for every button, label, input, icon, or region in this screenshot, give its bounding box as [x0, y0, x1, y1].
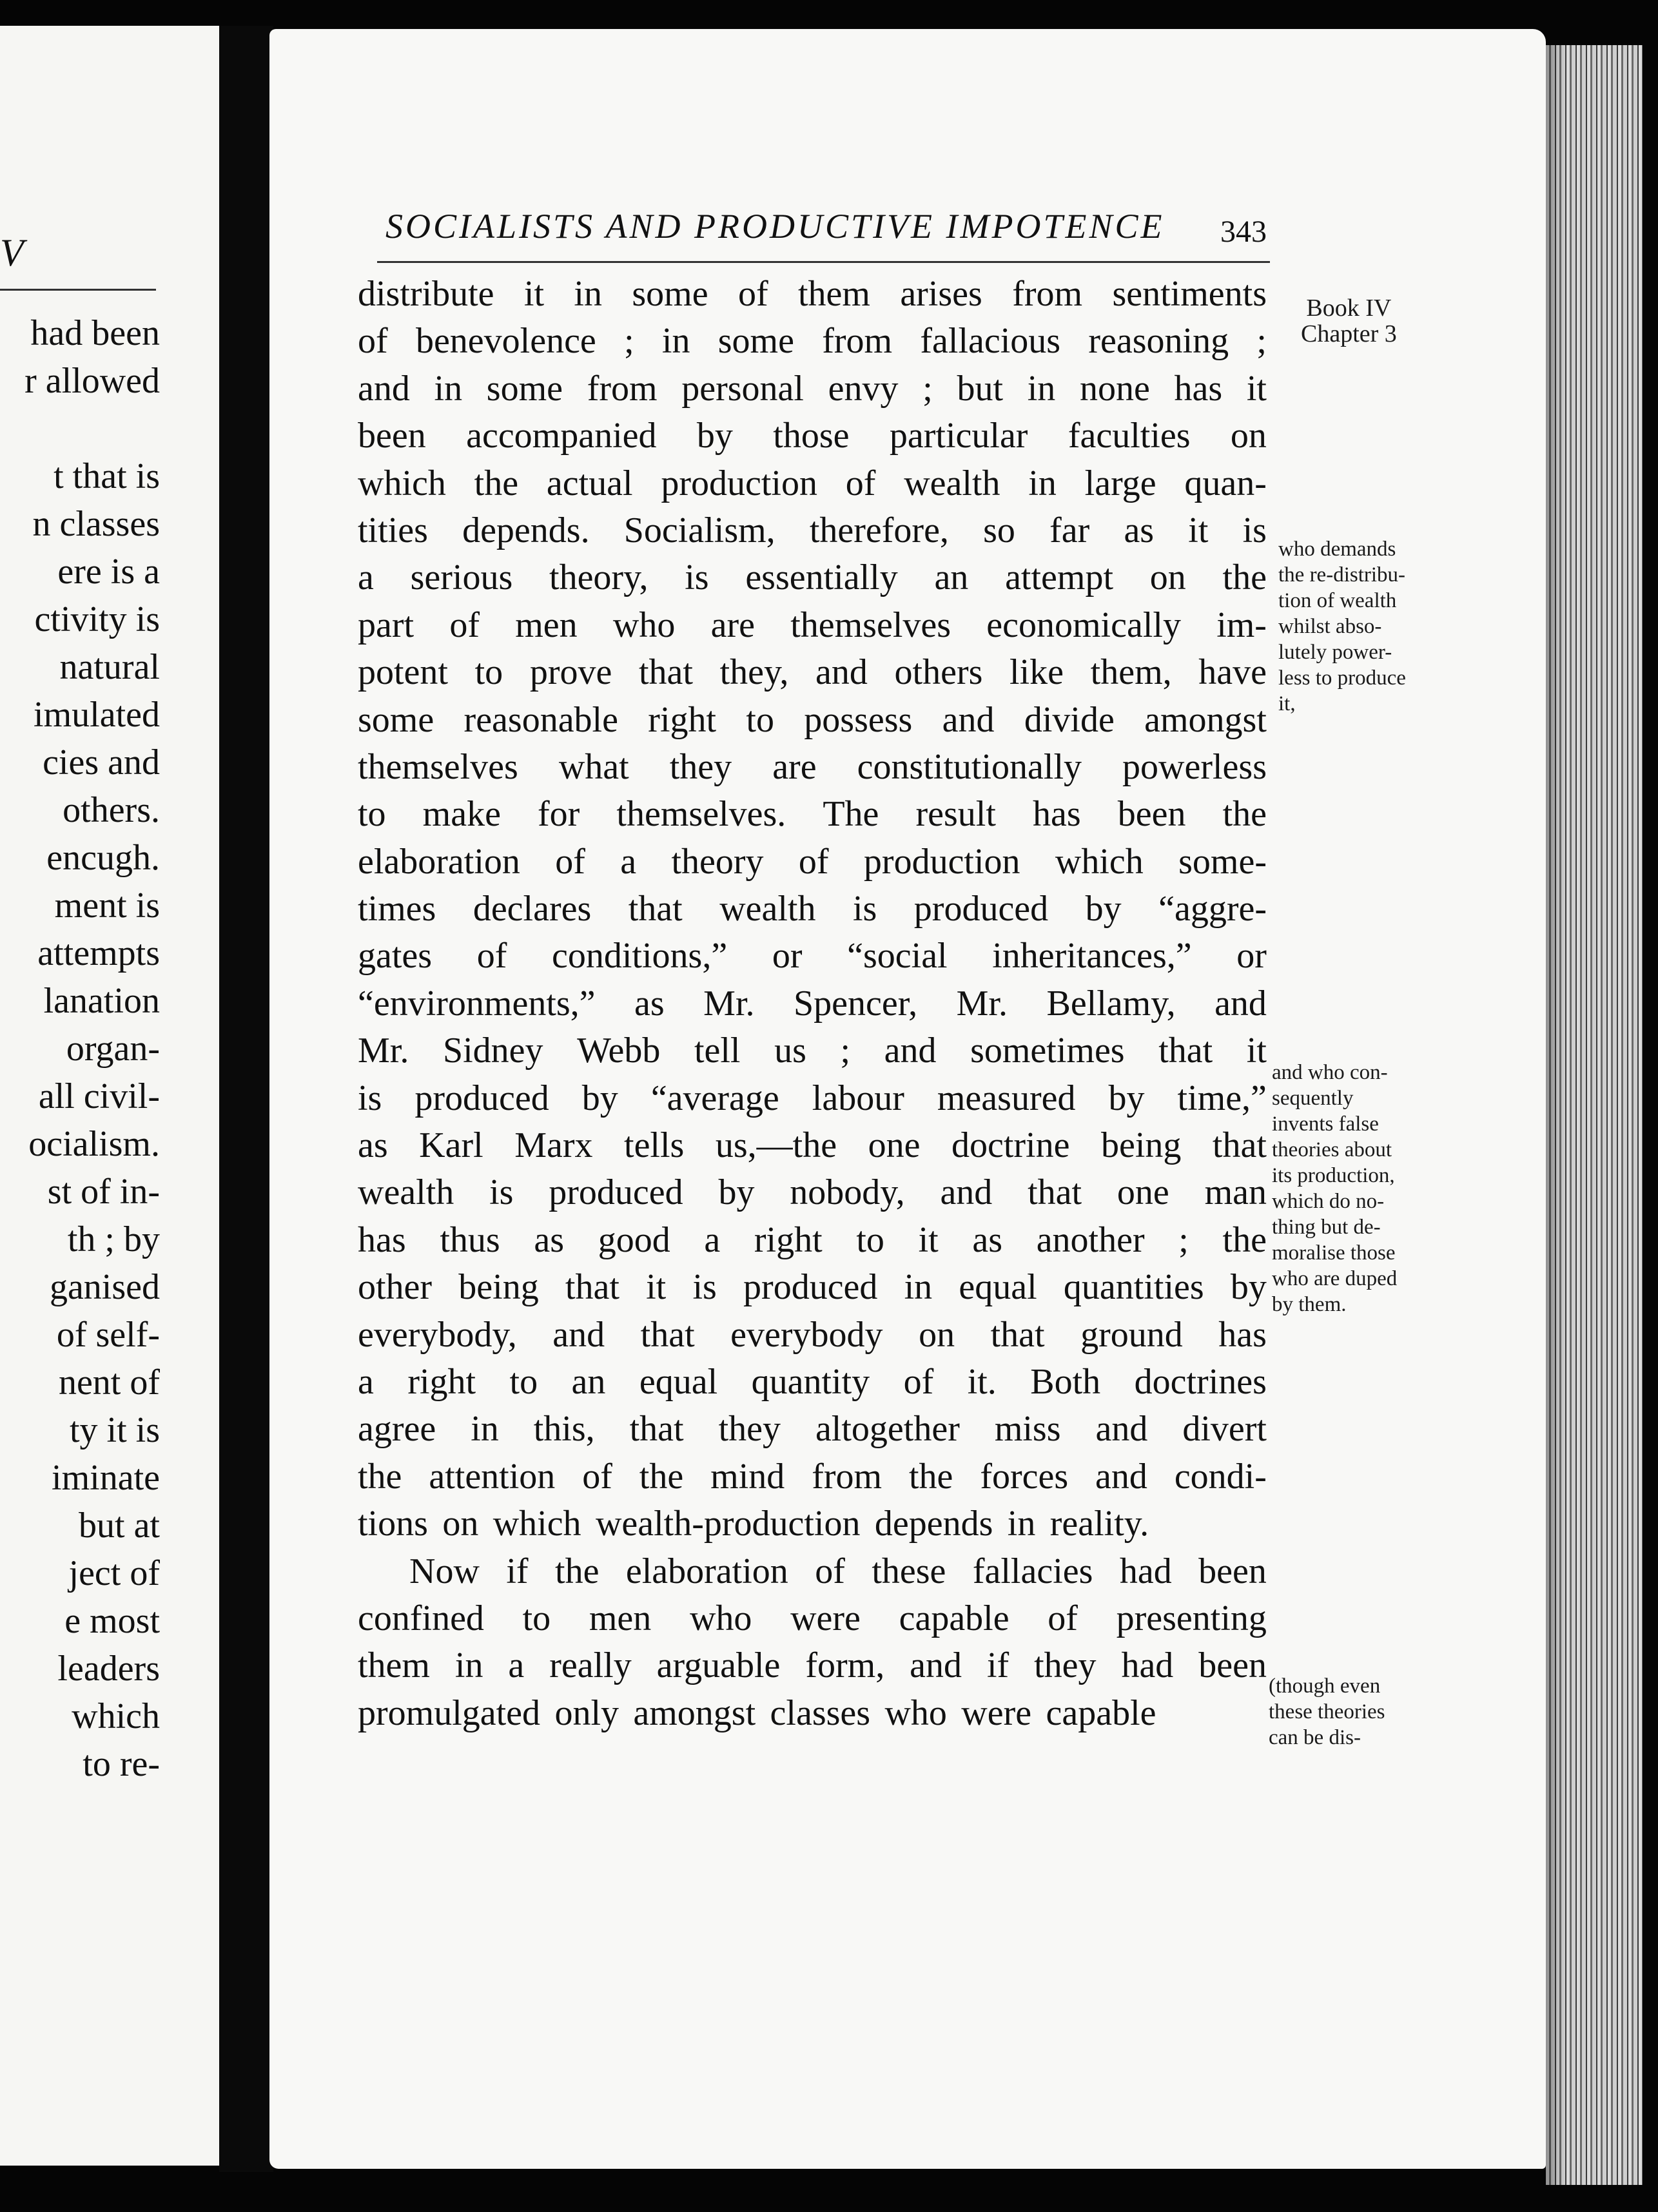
- left-page-header-fragment: V: [0, 231, 24, 274]
- page-number: 343: [1220, 215, 1267, 249]
- left-page-line: r allowed: [24, 361, 160, 401]
- left-page-line: ctivity is: [34, 599, 160, 639]
- margin-note-line: can be dis-: [1269, 1726, 1361, 1749]
- left-page-line: ganised: [49, 1267, 160, 1307]
- body-line: potent to prove that they, and others like them, have: [358, 652, 1267, 693]
- book-gutter: [219, 26, 273, 2172]
- left-page-line: t that is: [54, 456, 160, 496]
- body-line: been accompanied by those particular faculties on: [358, 416, 1267, 456]
- left-page-line: ty it is: [69, 1410, 160, 1450]
- body-line: tities depends. Socialism, therefore, so far as it is: [358, 510, 1267, 550]
- left-page-line: to re-: [83, 1744, 160, 1784]
- body-line: some reasonable right to possess and divide amongst: [358, 699, 1267, 740]
- body-line: a serious theory, is essentially an attempt on the: [358, 558, 1267, 598]
- left-page-line: st of in-: [47, 1172, 160, 1212]
- body-line: elaboration of a theory of production which some-: [358, 841, 1267, 882]
- page-edges-shadow: [1546, 45, 1565, 2185]
- left-page-text: [0, 309, 160, 1788]
- margin-note-line: lutely power-: [1278, 641, 1392, 664]
- body-line: tions on which wealth-production depends in reality.: [358, 1504, 1149, 1544]
- margin-note-line: moralise those: [1272, 1241, 1396, 1265]
- body-line: Mr. Sidney Webb tell us ; and sometimes that it: [358, 1031, 1267, 1071]
- margin-note-line: by them.: [1272, 1293, 1347, 1316]
- margin-note-line: who demands: [1278, 538, 1396, 561]
- body-line: has thus as good a right to it as another ; the: [358, 1219, 1267, 1260]
- left-page-line: lanation: [43, 981, 160, 1021]
- left-page-line: all civil-: [38, 1076, 160, 1116]
- margin-note-line: theories about: [1272, 1138, 1392, 1161]
- body-line: to make for themselves. The result has been the: [358, 794, 1267, 835]
- body-line: wealth is produced by nobody, and that one man: [358, 1172, 1267, 1213]
- running-head: SOCIALISTS AND PRODUCTIVE IMPOTENCE: [385, 207, 1165, 246]
- margin-note-line: and who con-: [1272, 1061, 1388, 1084]
- margin-note-line: who are duped: [1272, 1267, 1398, 1290]
- body-line: of benevolence ; in some from fallacious reasoning ;: [358, 321, 1267, 362]
- margin-note-line: it,: [1278, 692, 1296, 715]
- left-page-line: nent of: [58, 1363, 160, 1402]
- body-line: which the actual production of wealth in large quan-: [358, 463, 1267, 503]
- body-line: everybody, and that everybody on that ground has: [358, 1314, 1267, 1355]
- body-line: as Karl Marx tells us,—the one doctrine being that: [358, 1125, 1267, 1166]
- body-line: times declares that wealth is produced by “aggre-: [358, 889, 1267, 929]
- body-text: [358, 271, 1267, 1737]
- margin-note-line: tion of wealth: [1278, 589, 1397, 612]
- body-line: is produced by “average labour measured by time,”: [358, 1078, 1267, 1118]
- body-line: them in a really arguable form, and if they had been: [358, 1645, 1267, 1686]
- left-page-line: ment is: [54, 886, 160, 926]
- body-line: the attention of the mind from the forces and condi-: [358, 1456, 1267, 1497]
- left-page-line: ject of: [68, 1553, 160, 1593]
- left-page-line: which: [72, 1696, 160, 1736]
- body-line: agree in this, that they altogether miss and divert: [358, 1409, 1267, 1450]
- left-page-line: leaders: [57, 1649, 160, 1689]
- header-rule: [377, 261, 1270, 263]
- body-line: and in some from personal envy ; but in none has it: [358, 368, 1267, 409]
- margin-note-line: thing but de-: [1272, 1216, 1381, 1239]
- body-line: distribute it in some of them arises from sentiments: [358, 274, 1267, 314]
- body-line: Now if the elaboration of these fallacies had been: [409, 1551, 1267, 1591]
- body-line: “environments,” as Mr. Spencer, Mr. Bellamy, and: [358, 983, 1267, 1024]
- left-page-line: [0, 405, 160, 452]
- body-line: a right to an equal quantity of it. Both doctrines: [358, 1361, 1267, 1402]
- margin-note-line: whilst abso-: [1278, 615, 1382, 638]
- margin-note-line: (though even: [1269, 1674, 1381, 1698]
- left-page-line: attempts: [37, 933, 160, 973]
- margin-note-line: less to produce: [1278, 666, 1406, 690]
- left-page-line: iminate: [52, 1458, 160, 1498]
- left-page-line: natural: [59, 647, 160, 687]
- margin-note-line: its production,: [1272, 1164, 1395, 1187]
- left-page-line: organ-: [66, 1029, 160, 1069]
- left-page-line: th ; by: [67, 1219, 160, 1259]
- left-page-line: ocialism.: [28, 1124, 160, 1164]
- left-page-line: but at: [79, 1506, 160, 1546]
- left-page-line: had been: [30, 313, 160, 353]
- left-page-line: cies and: [43, 742, 160, 782]
- left-page-line: others.: [63, 790, 160, 830]
- left-page-line: of self-: [56, 1315, 160, 1355]
- margin-book-chapter: [1301, 295, 1397, 347]
- left-page-line: encugh.: [46, 838, 160, 878]
- left-page-line: n classes: [32, 504, 160, 544]
- left-page-line: imulated: [34, 695, 160, 735]
- margin-note-though: [1269, 1673, 1385, 1751]
- margin-note-line: which do no-: [1272, 1190, 1385, 1213]
- body-line: promulgated only amongst classes who were capable: [358, 1693, 1156, 1733]
- margin-note-line: these theories: [1269, 1700, 1385, 1723]
- margin-note-consequently: [1272, 1060, 1397, 1317]
- body-line: gates of conditions,” or “social inheritances,” or: [358, 936, 1267, 976]
- body-line: part of men who are themselves economically im-: [358, 605, 1267, 645]
- left-page-line: ere is a: [57, 552, 160, 592]
- margin-note-line: sequently: [1272, 1087, 1354, 1110]
- body-line: other being that it is produced in equal quantities by: [358, 1267, 1267, 1308]
- body-line: confined to men who were capable of presenting: [358, 1598, 1267, 1638]
- book-label: Book IV: [1306, 295, 1392, 322]
- margin-note-line: the re-distribu-: [1278, 563, 1406, 587]
- left-facing-page: [0, 26, 223, 2166]
- left-page-line: e most: [64, 1601, 160, 1641]
- body-line: themselves what they are constitutionally powerless: [358, 746, 1267, 787]
- chapter-label: Chapter 3: [1301, 320, 1397, 347]
- left-header-rule: [0, 289, 156, 291]
- margin-note-line: invents false: [1272, 1112, 1379, 1136]
- margin-note-demands: [1278, 536, 1406, 717]
